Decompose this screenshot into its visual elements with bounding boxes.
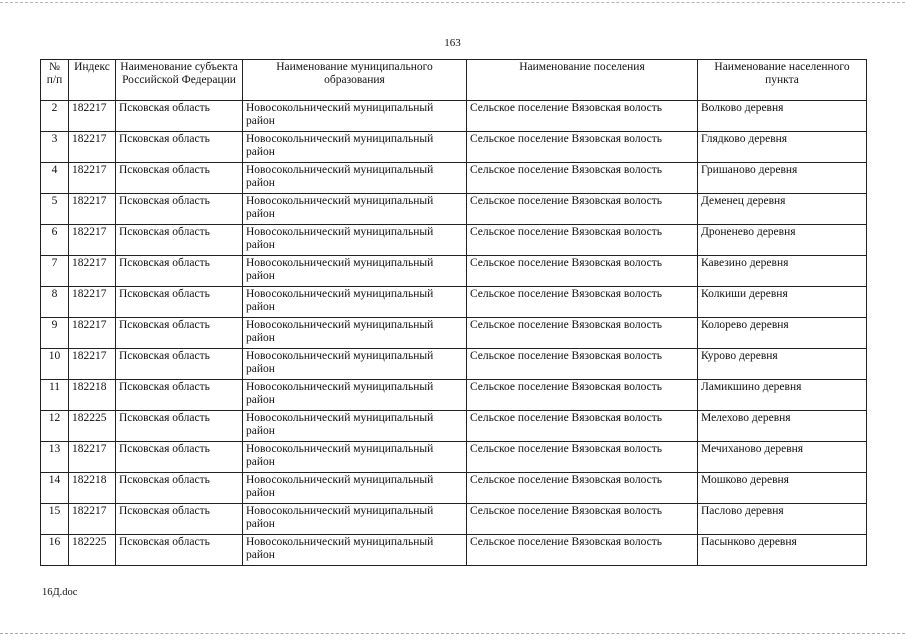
cell-index: 182217 xyxy=(69,194,116,225)
cell-number: 5 xyxy=(41,194,69,225)
cell-locality: Курово деревня xyxy=(698,349,867,380)
table-row xyxy=(41,287,867,318)
cell-subject: Псковская область xyxy=(116,380,243,411)
cell-municipality: Новосокольнический муниципальный район xyxy=(243,101,467,132)
cell-number: 7 xyxy=(41,256,69,287)
cell-locality: Мошково деревня xyxy=(698,473,867,504)
cell-settlement: Сельское поселение Вязовская волость xyxy=(467,132,698,163)
cell-locality: Дроненево деревня xyxy=(698,225,867,256)
cell-number: 8 xyxy=(41,287,69,318)
cell-settlement: Сельское поселение Вязовская волость xyxy=(467,256,698,287)
cell-number: 12 xyxy=(41,411,69,442)
cell-locality: Деменец деревня xyxy=(698,194,867,225)
cell-subject: Псковская область xyxy=(116,504,243,535)
footer-filename: 16Д.doc xyxy=(42,587,78,598)
cell-settlement: Сельское поселение Вязовская волость xyxy=(467,411,698,442)
cell-index: 182225 xyxy=(69,535,116,566)
cell-municipality: Новосокольнический муниципальный район xyxy=(243,132,467,163)
header-subject: Наименование субъекта Российской Федерации xyxy=(116,60,243,101)
cell-municipality: Новосокольнический муниципальный район xyxy=(243,380,467,411)
cell-index: 182217 xyxy=(69,132,116,163)
cell-municipality: Новосокольнический муниципальный район xyxy=(243,442,467,473)
cell-municipality: Новосокольнический муниципальный район xyxy=(243,473,467,504)
cell-index: 182217 xyxy=(69,287,116,318)
cell-number: 4 xyxy=(41,163,69,194)
cell-municipality: Новосокольнический муниципальный район xyxy=(243,411,467,442)
cell-municipality: Новосокольнический муниципальный район xyxy=(243,287,467,318)
scan-edge-bottom xyxy=(0,633,905,634)
cell-number: 10 xyxy=(41,349,69,380)
table-row xyxy=(41,473,867,504)
cell-number: 16 xyxy=(41,535,69,566)
table-row xyxy=(41,411,867,442)
table-row xyxy=(41,101,867,132)
cell-subject: Псковская область xyxy=(116,287,243,318)
table-row xyxy=(41,318,867,349)
cell-number: 15 xyxy=(41,504,69,535)
cell-subject: Псковская область xyxy=(116,411,243,442)
cell-municipality: Новосокольнический муниципальный район xyxy=(243,318,467,349)
cell-index: 182217 xyxy=(69,163,116,194)
cell-locality: Волково деревня xyxy=(698,101,867,132)
cell-index: 182217 xyxy=(69,442,116,473)
cell-settlement: Сельское поселение Вязовская волость xyxy=(467,163,698,194)
header-index: Индекс xyxy=(69,60,116,101)
table-body xyxy=(41,101,867,566)
scan-edge-top xyxy=(0,2,905,3)
cell-index: 182217 xyxy=(69,504,116,535)
cell-municipality: Новосокольнический муниципальный район xyxy=(243,256,467,287)
cell-subject: Псковская область xyxy=(116,101,243,132)
cell-locality: Мелехово деревня xyxy=(698,411,867,442)
cell-settlement: Сельское поселение Вязовская волость xyxy=(467,287,698,318)
cell-number: 14 xyxy=(41,473,69,504)
table-row xyxy=(41,256,867,287)
cell-index: 182218 xyxy=(69,473,116,504)
table-row xyxy=(41,442,867,473)
cell-subject: Псковская область xyxy=(116,132,243,163)
cell-municipality: Новосокольнический муниципальный район xyxy=(243,504,467,535)
header-number: № п/п xyxy=(41,60,69,101)
cell-subject: Псковская область xyxy=(116,473,243,504)
cell-locality: Колорево деревня xyxy=(698,318,867,349)
cell-index: 182225 xyxy=(69,411,116,442)
cell-subject: Псковская область xyxy=(116,318,243,349)
cell-number: 11 xyxy=(41,380,69,411)
cell-number: 2 xyxy=(41,101,69,132)
cell-locality: Колкиши деревня xyxy=(698,287,867,318)
cell-index: 182217 xyxy=(69,349,116,380)
cell-subject: Псковская область xyxy=(116,194,243,225)
cell-municipality: Новосокольнический муниципальный район xyxy=(243,225,467,256)
cell-locality: Ламикшино деревня xyxy=(698,380,867,411)
cell-number: 13 xyxy=(41,442,69,473)
cell-municipality: Новосокольнический муниципальный район xyxy=(243,194,467,225)
cell-municipality: Новосокольнический муниципальный район xyxy=(243,349,467,380)
table-row xyxy=(41,349,867,380)
cell-index: 182217 xyxy=(69,101,116,132)
cell-subject: Псковская область xyxy=(116,349,243,380)
header-locality: Наименование населенного пункта xyxy=(698,60,867,101)
header-municipality: Наименование муниципального образования xyxy=(243,60,467,101)
cell-settlement: Сельское поселение Вязовская волость xyxy=(467,349,698,380)
cell-subject: Псковская область xyxy=(116,163,243,194)
cell-settlement: Сельское поселение Вязовская волость xyxy=(467,318,698,349)
table-row xyxy=(41,194,867,225)
cell-locality: Кавезино деревня xyxy=(698,256,867,287)
page-number: 163 xyxy=(444,37,461,49)
cell-settlement: Сельское поселение Вязовская волость xyxy=(467,442,698,473)
cell-settlement: Сельское поселение Вязовская волость xyxy=(467,194,698,225)
cell-settlement: Сельское поселение Вязовская волость xyxy=(467,380,698,411)
cell-number: 3 xyxy=(41,132,69,163)
cell-municipality: Новосокольнический муниципальный район xyxy=(243,535,467,566)
table-header-row xyxy=(41,60,867,101)
table-row xyxy=(41,163,867,194)
cell-locality: Пасынково деревня xyxy=(698,535,867,566)
cell-locality: Глядково деревня xyxy=(698,132,867,163)
cell-index: 182217 xyxy=(69,225,116,256)
cell-settlement: Сельское поселение Вязовская волость xyxy=(467,473,698,504)
cell-index: 182217 xyxy=(69,318,116,349)
header-settlement: Наименование поселения xyxy=(467,60,698,101)
cell-subject: Псковская область xyxy=(116,256,243,287)
cell-settlement: Сельское поселение Вязовская волость xyxy=(467,535,698,566)
table-row xyxy=(41,504,867,535)
cell-settlement: Сельское поселение Вязовская волость xyxy=(467,101,698,132)
cell-number: 9 xyxy=(41,318,69,349)
table-row xyxy=(41,380,867,411)
cell-municipality: Новосокольнический муниципальный район xyxy=(243,163,467,194)
cell-subject: Псковская область xyxy=(116,225,243,256)
cell-locality: Паслово деревня xyxy=(698,504,867,535)
cell-index: 182217 xyxy=(69,256,116,287)
table-row xyxy=(41,535,867,566)
settlements-table xyxy=(40,59,867,566)
cell-settlement: Сельское поселение Вязовская волость xyxy=(467,225,698,256)
cell-subject: Псковская область xyxy=(116,442,243,473)
cell-settlement: Сельское поселение Вязовская волость xyxy=(467,504,698,535)
cell-index: 182218 xyxy=(69,380,116,411)
table-row xyxy=(41,132,867,163)
table-row xyxy=(41,225,867,256)
cell-locality: Мечиханово деревня xyxy=(698,442,867,473)
cell-locality: Гришаново деревня xyxy=(698,163,867,194)
cell-subject: Псковская область xyxy=(116,535,243,566)
cell-number: 6 xyxy=(41,225,69,256)
